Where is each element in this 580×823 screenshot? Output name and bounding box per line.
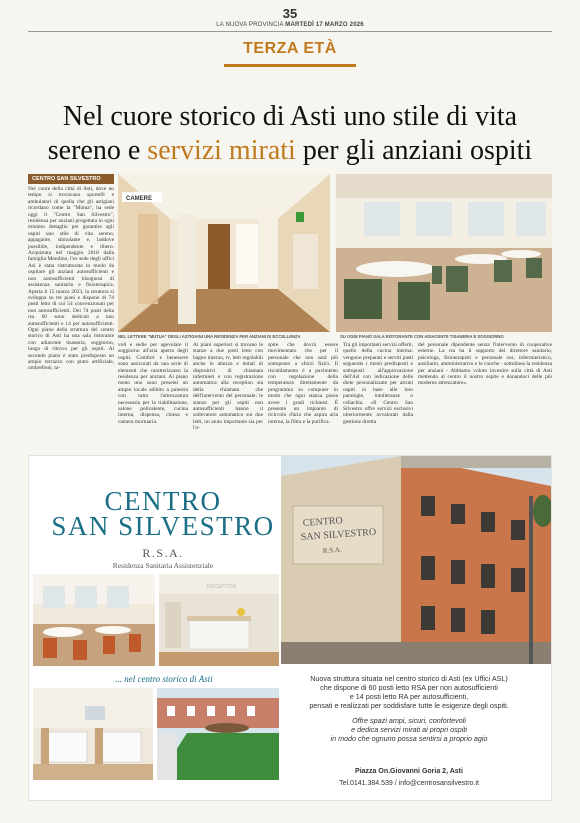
page-number: 35	[282, 6, 298, 21]
building-sign-line3: R.S.A.	[322, 545, 342, 555]
ad-tagline: ... nel centro storico di Asti	[115, 674, 213, 684]
article-column-3: Ai piani superiori si trovano le stanze a due posti letto con bagno interno, tv, letti regolabili anche in altezza e dotati di dispositivi di chiamata infermieri e con registrazione automatica alla reception sia della chiamata che dell'intervento del personale: le stanze per gli ospiti non autosufficienti hanno il sollevatore automatico sui due letti, un aiuto importante sia per l'o-	[193, 342, 263, 432]
section-underline	[224, 64, 356, 67]
article-column-1: Nel cuore della città di Asti, dove un tempo si trovavano sportelli e ambulatori di quella che gli astigiani ricordano come la "Mutua", ha sede oggi il "Centro San Silvestro", residenza per anziani progettata in ogni minimo dettaglio per garantire agli ospiti uno stile di vita sereno, appagante, stimolante e, laddove possibile, indipendente e libero. Acquistata nel maggio 2018 dalla famiglia Mondino, l'ex sede degli uffici Asl è stata ristrutturata in modo da ospitare gli anziani autosufficienti e non autosufficienti bisognosi di assistenza sanitaria e fisioterapica. Aperta il 15 marzo 2023, la struttura si sviluppa su tre piani e dispone di 74 posti letto di cui 54 convenzionati per non autosufficienti. Dei 74 posti della rsa 60 sono dedicati a non autosufficienti e 14 per autosufficienti. Ogni piano della struttura del centro storico di Asti ha una sala ristorante con adiacente tisaneria, soggiorno, lungo di ritrovo per gli ospiti. Al secondo piano è stato predisposto un ampio terrazzo con prato artificiale, ombrelloni, ta-	[28, 186, 114, 372]
building-sign-line1: CENTRO	[302, 515, 344, 529]
photo-caption-2: SU OGNI PIANO SALA RISTORANTE CON ADIACENTE TISANERIA E SOGGIORNO	[340, 334, 504, 339]
ad-bedroom-photo	[33, 688, 153, 780]
photo-caption-1: NEL LETTERE "MUTUA" DEGLI ASTIGIANI UNA RESIDENZA PER ANZIANI DI ECCELLENZA	[118, 334, 301, 339]
ad-address: Piazza On.Giovanni Goria 2, Asti	[355, 768, 463, 775]
ad-title-line1: CENTRO	[104, 486, 222, 516]
building-sign-line2: SAN SILVESTRO	[300, 526, 377, 543]
ad-title-line2: SAN SILVESTRO	[51, 511, 275, 541]
headline-part1: Nel cuore storico di Asti uno stile di vita	[62, 101, 518, 132]
ad-desc-line7: in modo che ognuno possa sentirsi a proprio agio	[330, 734, 488, 743]
ad-desc-line4: pensati e realizzati per soddisfare tutte le esigenze degli ospiti.	[309, 701, 509, 710]
ad-desc-line5: Offre spazi ampi, sicuri, confortevoli	[352, 716, 466, 725]
dining-room-photo	[336, 174, 552, 332]
column-label: CENTRO SAN SILVESTRO	[28, 174, 114, 184]
section-title: TERZA ETÀ	[243, 40, 337, 57]
dateline	[0, 22, 580, 28]
ad-reception-photo	[159, 574, 279, 666]
header-rule	[28, 31, 552, 32]
ad-desc-line3: e 14 posti letto RA per autosufficienti,	[349, 692, 469, 701]
reception-sign: RECEPTION	[207, 584, 237, 590]
ad-terrace-photo	[157, 688, 279, 780]
ad-rsa: R.S.A.	[142, 546, 184, 560]
building-photo	[281, 456, 551, 664]
headline-part2: sereno e	[47, 135, 148, 166]
article-column-2: voli e sedie per agevolare il soggiorno all'aria aperta degli ospiti. Comfort e benessere sono assicurati da una serie di elementi che caratterizzano la residenza per anziani. Al piano meno uno sono presenti un ampio locale adibito a palestra con tutta l'attrezzatura necessaria per la riabilitazione, salone polivalente, cucina interna, dispensa, chiesa e camera mortuaria.	[118, 342, 188, 425]
ad-desc-line6: e dedica servizi mirati ai propri ospiti	[351, 725, 467, 734]
ad-contact: Tel.0141.384.539 / info@centrosansilvestro.it	[339, 780, 479, 787]
article-headline	[18, 100, 562, 168]
ad-rsa-full: Residenza Sanitaria Assistenziale	[112, 561, 214, 570]
ad-desc-line1: Nuova struttura situata nel centro storico di Asti (ex Uffici ASL)	[310, 674, 508, 683]
advertisement	[28, 455, 552, 801]
headline-part3: per gli anziani ospiti	[295, 135, 533, 166]
headline-highlight: servizi mirati	[147, 135, 296, 166]
ad-dining-photo	[33, 574, 155, 666]
paper-name: LA NUOVA PROVINCIA	[216, 22, 284, 28]
article-column-6: del personale dipendente senza l'intervento di cooperative esterne. La rsa ha il supporto del direttore sanitario, psicologa, fisioterapisti e personale oss, infermieristico, ausiliario, amministrativo e le cuoche - sottolinea la residenza per anziani - Abbiamo voluto investire sulla città di Asti mettendo al centro il nostro ospite e donandoci delle più moderne attrezzature».	[418, 342, 552, 387]
issue-date: MARTEDÌ 17 MARZO 2026	[285, 22, 364, 28]
ad-desc-line2: che dispone di 60 posti letto RSA per non autosufficienti	[320, 683, 498, 692]
article-column-4: spite che dovrà essere movimentato che per il personale che non sarà più sottoposto a sforzi fisici. Il riscaldamento è a pavimento con regolazione della temperatura direttamente da programma su computer in modo che ogni stanza possa avere i gradi richiesti. È presente un impianto di ricircolo d'aria che aspira aria interna, la filtra e la purifica.	[268, 342, 338, 425]
ad-offer	[269, 716, 549, 743]
camere-sign: CAMERE	[126, 196, 153, 202]
ad-description	[269, 674, 549, 710]
corridor-photo	[118, 174, 330, 332]
article-column-5: Tra gli importanti servizi offerti, quello della cucina interna: vengono preparati e serviti pasti seguendo i menù predisposti e sottoposti all'approvazione dell'Asl con indicazione delle diete personalizzate per alcuni ospiti in base alle loro patologie, intolleranze o celiachia. «Il Centro San Silvestro offre servizi esclusivi ulteriormente avvalorati dalla gestione diretta	[343, 342, 413, 425]
